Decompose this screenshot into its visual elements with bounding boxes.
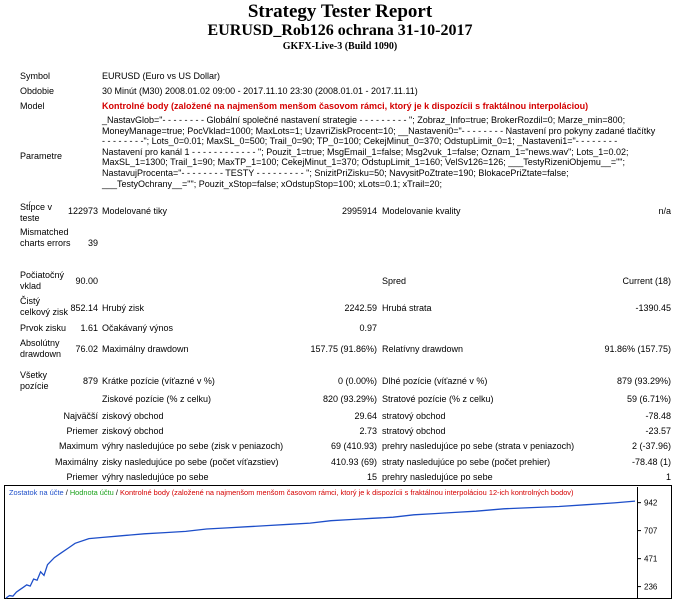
avg-cons-losses-value: 1 [665, 472, 671, 482]
max-cons-losses-value: 2 (-37.96) [631, 441, 671, 451]
chart-frame [5, 486, 672, 599]
max-drawdown-value: 157.75 (91.86%) [310, 344, 377, 354]
average-label: Priemer [66, 426, 98, 436]
maximal-loss-label: straty nasledujúce po sebe (počet prehier) [382, 457, 551, 467]
total-trades-label: Všetky pozície [20, 370, 49, 391]
expected-payoff-label: Očakávaný výnos [102, 323, 174, 333]
spread-value: Current (18) [622, 276, 671, 286]
profit-trades-value: 820 (93.29%) [322, 394, 377, 404]
maximal-label: Maximálny [54, 457, 98, 467]
maximal-loss-value: -78.48 (1) [631, 457, 671, 467]
max-cons-losses-label: prehry nasledujúce po sebe (strata v peniazoch) [382, 441, 575, 451]
gross-loss-label: Hrubá strata [382, 303, 432, 313]
y-tick-label: 942 [644, 498, 658, 508]
expected-payoff-value: 0.97 [359, 323, 377, 333]
model-value: Kontrolné body (založené na najmenšom menšom časovom rámci, ktorý je k dispozícii s fraktálnou interpoláciou) [102, 101, 589, 111]
mismatched-label: Mismatched charts errors [20, 227, 71, 248]
avg-cons-wins-value: 15 [366, 472, 377, 482]
quality-label: Modelovanie kvality [382, 206, 461, 216]
avg-cons-wins-label: výhry nasledujúce po sebe [102, 472, 209, 482]
gross-profit-label: Hrubý zisk [102, 303, 145, 313]
avg-loss-label: stratový obchod [382, 426, 446, 436]
avg-profit-label: ziskový obchod [102, 426, 164, 436]
profit-factor-value: 1.61 [80, 323, 98, 333]
period-value: 30 Minút (M30) 2008.01.02 09:00 - 2017.11.10 23:30 (2008.01.01 - 2017.11.11) [102, 86, 418, 96]
legend-balance: Zostatok na účte [9, 488, 64, 497]
largest-profit-value: 29.64 [354, 411, 377, 421]
long-trades-label: Dlhé pozície (víťazné v %) [382, 376, 488, 386]
largest-profit-label: ziskový obchod [102, 411, 164, 421]
model-label: Model [20, 101, 45, 111]
y-tick-label: 707 [644, 526, 658, 536]
loss-trades-label: Stratové pozície (% z celku) [382, 394, 494, 404]
largest-loss-label: stratový obchod [382, 411, 446, 421]
rel-drawdown-label: Relatívny drawdown [382, 344, 464, 354]
profit-factor-label: Prvok zisku [20, 323, 67, 333]
long-trades-value: 879 (93.29%) [616, 376, 671, 386]
max-drawdown-label: Maximálny drawdown [102, 344, 189, 354]
build-info: GKFX-Live-3 (Build 1090) [282, 41, 398, 52]
chart-legend: Zostatok na účte / Hodnota účtu / Kontrolné body (založené na najmenšom menšom časovom rámci, ktorý je k dispozícii s fraktálnou interpoláciou 12-ich kontrolných bodov) [9, 488, 574, 497]
avg-profit-value: 2.73 [359, 426, 377, 436]
legend-model: Kontrolné body (založené na najmenšom menšom časovom rámci, ktorý je k dispozícii s fraktálnou interpoláciou 12-ich kontrolných bodov) [119, 488, 574, 497]
params-label: Parametre [20, 151, 63, 161]
params-value: _NastavGlob="- - - - - - - - Globální společné nastavení strategie - - - - - - - - - "; Zobraz_Info=true; BrokerRozdil=0; Marze_min=800; MoneyManage=true; PocVklad=1000; MaxLots=1; UzavriZiskProcent=10; __Nastaveni0="- - - - - - - - Nastavení pro pokyny zadané tlačítky - - - - - - - -"; Lots_0=0.01; MaxSL_0=500; Trail_0=90; TP_0=100; CekejMinut_0=370; OdstupLimit_0=1; _Nastaveni1="- - - - - - - - Nastavení pro kanál 1 - - - - - - - - - - - - "; Pouzit_1=true; MsgEmail_1=false; Msg2vuk_1=false; Oznam_1="news.wav"; Lots_1=0.02; MaxSL_1=1300; Trail_1=90; MaxTP_1=100; CekejMinut_1=370; OdstupLimit_1=160; VelSv126=126; ___TestyRizeniObjemu__=""; NastavujProcenta="- - - - - - - - TESTY - - - - - - - - - "; SnizitPriZisku=50; NavysitPoZtrate=190; BlokacePriZtate=false; ___TestyOchrany__=""; Pouzit_xStop=false; xOdstupStop=100; xLots=0.1; xTrail=20; [102, 115, 656, 189]
profit-trades-label: Ziskové pozície (% z celku) [102, 394, 212, 404]
avg-cons-losses-label: prehry nasledujúce po sebe [382, 472, 493, 482]
largest-label: Najväčší [63, 411, 98, 421]
mismatched-value: 39 [87, 238, 98, 248]
report-subtitle: EURUSD_Rob126 ochrana 31-10-2017 [207, 22, 473, 39]
short-trades-value: 0 (0.00%) [337, 376, 377, 386]
symbol-value: EURUSD (Euro vs US Dollar) [102, 71, 221, 81]
spread-label: Spred [382, 276, 407, 286]
deposit-label: Počiatočný vklad [20, 270, 65, 291]
y-tick-label: 471 [644, 554, 658, 564]
legend-equity: Hodnota účtu [69, 488, 114, 497]
gross-profit-value: 2242.59 [344, 303, 377, 313]
abs-drawdown-label: Absolútny drawdown [20, 338, 62, 359]
deposit-value: 90.00 [75, 276, 98, 286]
net-profit-value: 852.14 [70, 303, 98, 313]
report-title: Strategy Tester Report [247, 1, 433, 22]
max-cons-wins-label: výhry nasledujúce po sebe (zisk v peniazoch) [102, 441, 284, 451]
maximal-profit-label: zisky nasledujúce po sebe (počet víťazstiev) [102, 457, 279, 467]
gross-loss-value: -1390.45 [635, 303, 671, 313]
bars-value: 122973 [67, 206, 98, 216]
balance-chart [4, 485, 676, 599]
y-tick-label: 236 [644, 582, 658, 592]
maximal-profit-value: 410.93 (69) [330, 457, 377, 467]
period-label: Obdobie [20, 86, 55, 96]
short-trades-label: Krátke pozície (víťazné v %) [102, 376, 215, 386]
largest-loss-value: -78.48 [645, 411, 671, 421]
bars-label: Stĺpce v teste [20, 202, 53, 223]
loss-trades-value: 59 (6.71%) [626, 394, 671, 404]
total-trades-value: 879 [82, 376, 98, 386]
ticks-label: Modelované tiky [102, 206, 168, 216]
quality-value: n/a [658, 206, 671, 216]
symbol-label: Symbol [20, 71, 51, 81]
ticks-value: 2995914 [341, 206, 377, 216]
avg-loss-value: -23.57 [645, 426, 671, 436]
abs-drawdown-value: 76.02 [75, 344, 98, 354]
max-cons-wins-value: 69 (410.93) [330, 441, 377, 451]
rel-drawdown-value: 91.86% (157.75) [604, 344, 671, 354]
net-profit-label: Čistý celkový zisk [20, 296, 69, 317]
maximum-label: Maximum [58, 441, 98, 451]
avg-cons-label: Priemer [66, 472, 98, 482]
